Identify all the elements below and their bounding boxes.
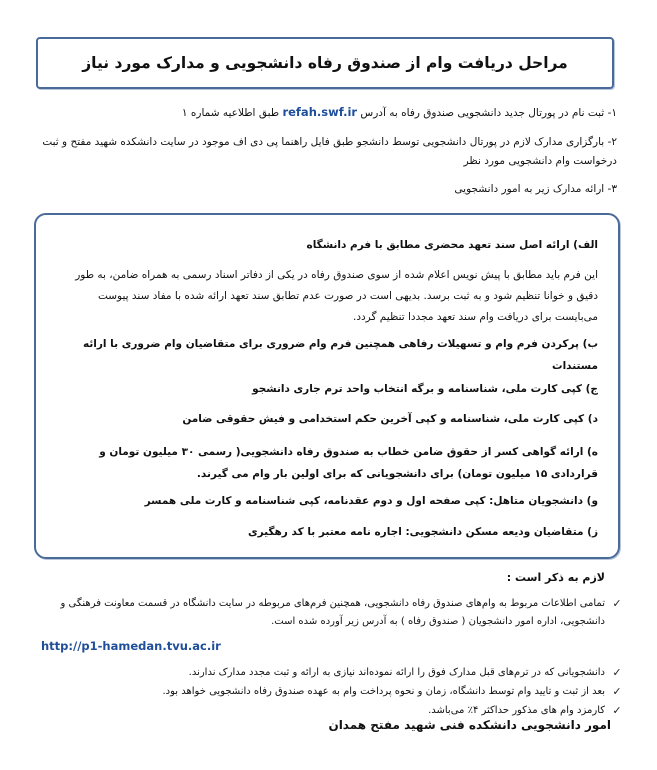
- note-text: تمامی اطلاعات مربوط به وام‌های صندوق رفاه دانشجویی، همچنین فرم‌های مربوطه در سایت دانشگاه در قسمت معاونت فرهنگی و دانشجویی، اداره امور دانشجویان ( صندوق رفاه ) به آدرس زیر آورده شده است.: [60, 598, 605, 627]
- note-item-3: [26, 683, 623, 701]
- signature: امور دانشجویی دانشکده فنی شهید مفتح همدان: [328, 718, 611, 732]
- title-box: [36, 37, 614, 89]
- step-2: ۲- بارگزاری مدارک لازم در پورتال دانشجویی توسط دانشجو طبق فایل راهنما پی دی اف موجود در سایت دانشکده شهید مفتح و ثبت درخواست وام دانشجویی مورد نظر: [42, 136, 617, 167]
- step-1: [30, 103, 617, 123]
- step-1-text: ۱- ثبت نام در پورتال جدید دانشجویی صندوق رفاه به آدرس: [360, 107, 617, 119]
- item-alef-description: این فرم باید مطابق با پیش نویس اعلام شده از سوی صندوق رفاه در یکی از دفاتر اسناد رسمی به همراه ضامن، به طور دقیق و خوانا تنظیم شود و به ثبت برسد. بدیهی است در صورت عدم تطابق سند تعهد ارائه شده با مفاد سند پیوست می‌بایست برای دریافت وام سند تعهد مجددا تنظیم گردد.: [75, 269, 598, 323]
- check-icon: ✓: [612, 685, 622, 698]
- item-be: ب) پرکردن فرم وام و تسهیلات رفاهی همچنین فرم وام ضروری برای متقاضیان وام ضروری با ارائه مستندات: [82, 338, 598, 372]
- page-title: مراحل دریافت وام از صندوق رفاه دانشجویی و مدارک مورد نیاز: [82, 54, 568, 72]
- note-item-1: [26, 595, 623, 631]
- check-icon: ✓: [612, 666, 622, 679]
- step-1-suffix: طبق اطلاعیه شماره ۱: [181, 107, 280, 119]
- item-jim: ج) کپی کارت ملی، شناسنامه و برگه انتخاب واحد ترم جاری دانشجو: [252, 383, 598, 395]
- note-item-2: [26, 664, 623, 682]
- note-text: بعد از ثبت و تایید وام توسط دانشگاه، زمان و نحوه پرداخت وام به عهده صندوق رفاه دانشجویی خواهد بود.: [162, 686, 605, 697]
- step-3: ۳- ارائه مدارک زیر به امور دانشجویی: [454, 183, 617, 195]
- documents-box: [34, 213, 620, 559]
- notes-heading: لازم به ذکر است :: [506, 571, 605, 584]
- note-text: کارمزد وام های مذکور حداکثر ۴٪ می‌باشد.: [428, 705, 605, 716]
- university-site-link[interactable]: http://p1-hamedan.tvu.ac.ir: [41, 639, 221, 653]
- item-dal: د) کپی کارت ملی، شناسنامه و کپی آخرین حکم استخدامی و فیش حقوقی ضامن: [182, 413, 598, 425]
- check-icon: ✓: [612, 597, 622, 610]
- item-ze: ز) متقاضیان ودیعه مسکن دانشجویی: اجاره نامه معتبر با کد رهگیری: [247, 526, 598, 538]
- item-vav: و) دانشجویان متاهل: کپی صفحه اول و دوم عقدنامه، کپی شناسنامه و کارت ملی همسر: [144, 495, 598, 507]
- refah-url-link[interactable]: refah.swf.ir: [282, 105, 358, 119]
- item-he: ه) ارائه گواهی کسر از حقوق ضامن خطاب به صندوق رفاه دانشجویی( رسمی ۳۰ میلیون تومان و قراردادی ۱۵ میلیون تومان) برای دانشجویانی که برای اولین بار وام می گیرند.: [99, 446, 598, 480]
- note-text: دانشجویانی که در ترم‌های قبل مدارک فوق را ارائه نموده‌اند نیازی به ارائه و ثبت مجدد مدارک ندارند.: [188, 667, 605, 678]
- item-alef: الف) ارائه اصل سند تعهد محضری مطابق با فرم دانشگاه: [306, 239, 598, 251]
- check-icon: ✓: [612, 704, 622, 717]
